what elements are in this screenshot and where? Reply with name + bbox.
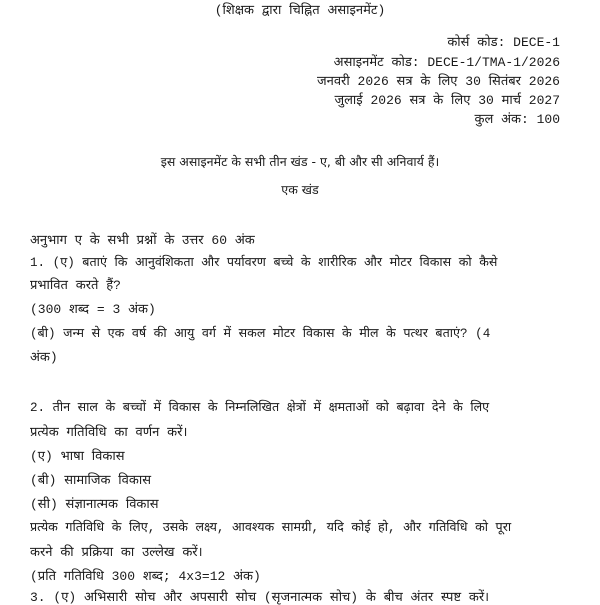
question-2-marks: (प्रति गतिविधि 300 शब्द; 4x3=12 अंक) <box>30 569 261 584</box>
question-2-option-c: (सी) संज्ञानात्मक विकास <box>30 497 159 512</box>
question-2-option-b: (बी) सामाजिक विकास <box>30 473 152 488</box>
document-subtitle: (शिक्षक द्वारा चिह्नित असाइनमेंट) <box>214 3 386 18</box>
section-a-heading: अनुभाग ए के सभी प्रश्नों के उत्तर 60 अंक <box>30 233 255 248</box>
deadline-july-session: जुलाई 2026 सत्र के लिए 30 मार्च 2027 <box>334 93 560 108</box>
question-2-detail-line-2: करने की प्रक्रिया का उल्लेख करें। <box>30 545 203 560</box>
assignment-code: असाइनमेंट कोड: DECE-1/TMA-1/2026 <box>333 55 560 70</box>
question-1b-line-1: (बी) जन्म से एक वर्ष की आयु वर्ग में सकल मोटर विकास के मील के पत्थर बताएं? (4 <box>30 327 491 341</box>
question-1a-line-1: 1. (ए) बताएं कि आनुवंशिकता और पर्यावरण बच्चे के शारीरिक और मोटर विकास को कैसे <box>30 256 498 270</box>
course-code: कोर्स कोड: DECE-1 <box>447 35 560 50</box>
question-2-line-2: प्रत्येक गतिविधि का वर्णन करें। <box>30 425 188 440</box>
deadline-january-session: जनवरी 2026 सत्र के लिए 30 सितंबर 2026 <box>316 74 560 89</box>
question-1b-line-2: अंक) <box>30 350 58 365</box>
question-1a-marks: (300 शब्द = 3 अंक) <box>30 302 156 317</box>
question-3a-partial: 3. (ए) अभिसारी सोच और अपसारी सोच (सृजनात्मक सोच) के बीच अंतर स्पष्ट करें। <box>30 590 490 605</box>
question-2-option-a: (ए) भाषा विकास <box>30 449 125 464</box>
total-marks: कुल अंक: 100 <box>474 112 560 127</box>
compulsory-instruction: इस असाइनमेंट के सभी तीन खंड - ए, बी और सी अनिवार्य हैं। <box>160 154 440 169</box>
question-2-detail-line-1: प्रत्येक गतिविधि के लिए, उसके लक्ष्य, आवश्यक सामग्री, यदि कोई हो, और गतिविधि को पूरा <box>30 521 512 535</box>
question-1a-line-2: प्रभावित करते हैं? <box>30 278 121 293</box>
question-2-line-1: 2. तीन साल के बच्चों में विकास के निम्नलिखित क्षेत्रों में क्षमताओं को बढ़ावा देने के लिए <box>30 401 490 415</box>
section-title: एक खंड <box>281 182 319 197</box>
